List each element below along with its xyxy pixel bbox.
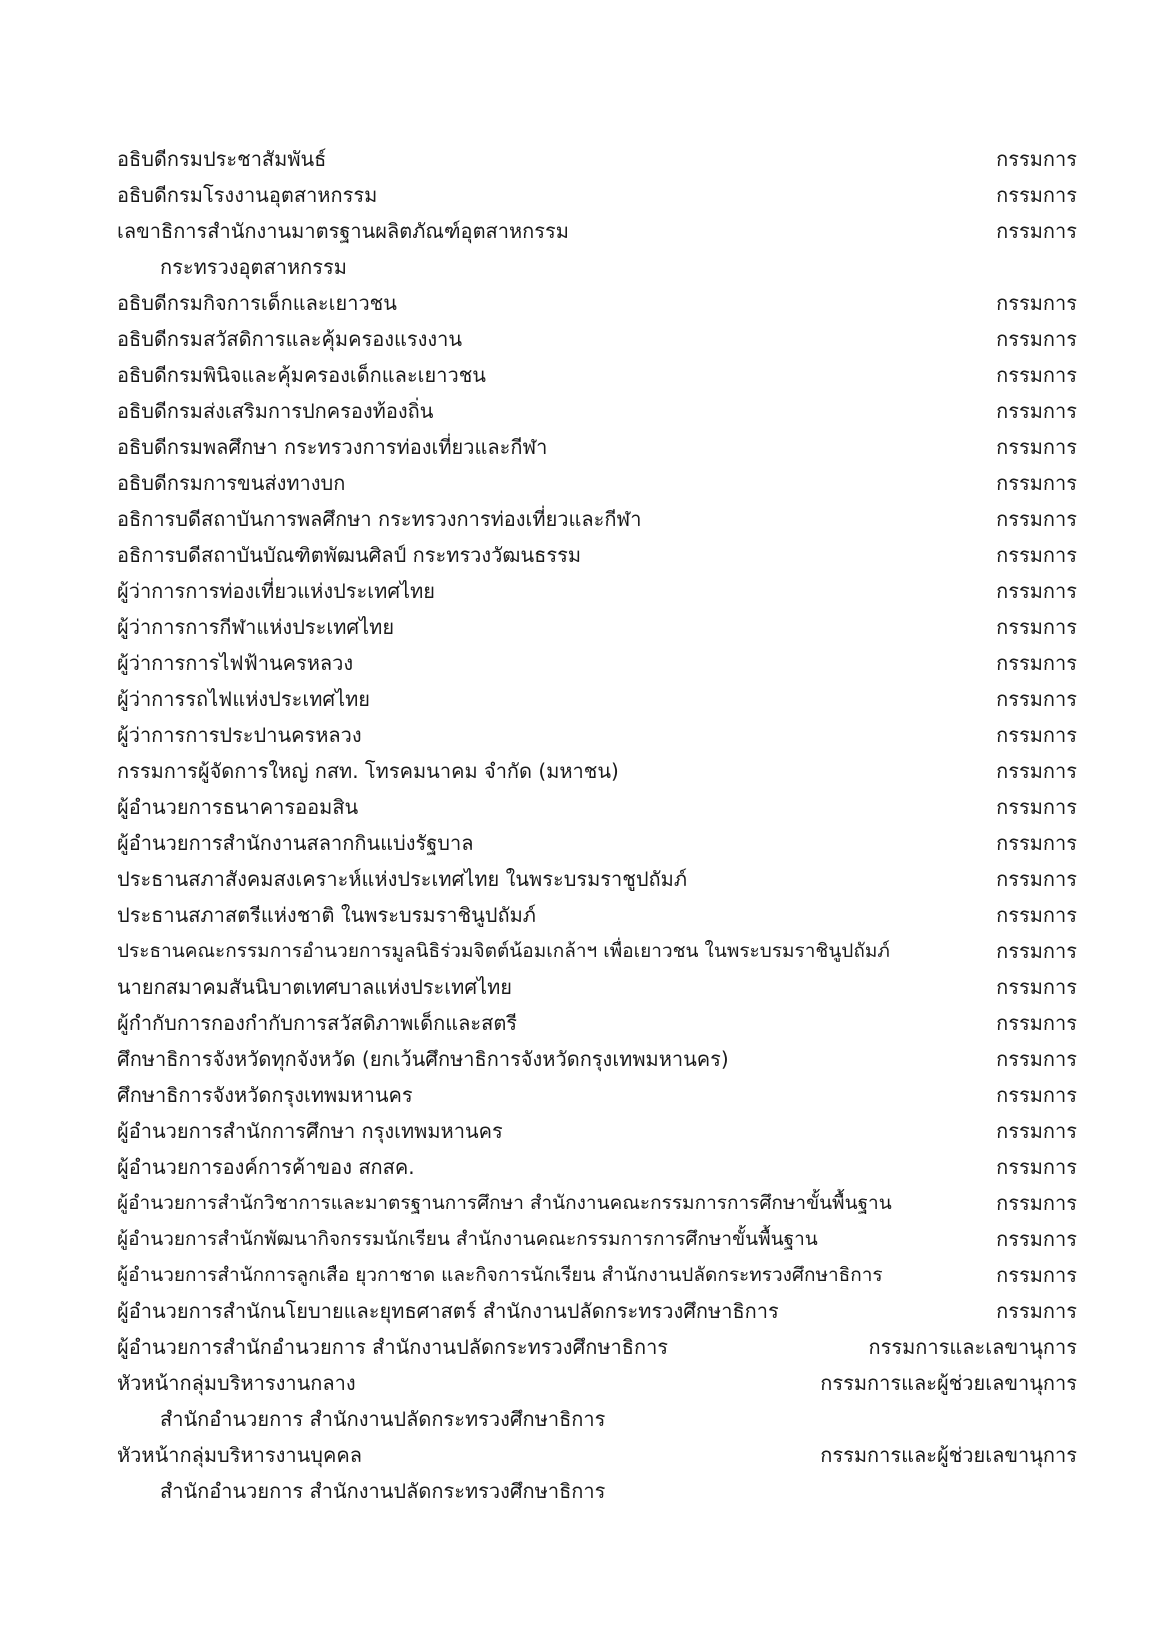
position-title: อธิการบดีสถาบันการพลศึกษา กระทรวงการท่องเที่ยวและกีฬา [117,507,642,531]
committee-role: กรรมการ [996,903,1077,927]
list-item [117,681,1077,717]
list-item [117,825,1077,861]
list-item [117,645,1077,681]
committee-role: กรรมการ [996,939,1077,963]
list-item [117,717,1077,753]
committee-role: กรรมการ [996,1011,1077,1035]
position-title: อธิบดีกรมประชาสัมพันธ์ [117,147,327,171]
committee-role: กรรมการ [996,651,1077,675]
position-title: ผู้กำกับการกองกำกับการสวัสดิภาพเด็กและสตรี [117,1011,518,1035]
position-title: นายกสมาคมสันนิบาตเทศบาลแห่งประเทศไทย [117,975,512,999]
list-item-continuation [117,1401,1077,1437]
committee-role: กรรมการ [996,1191,1077,1215]
committee-role: กรรมการ [996,1227,1077,1251]
position-title: ผู้อำนวยการองค์การค้าของ สกสค. [117,1155,415,1179]
position-title: ประธานสภาสตรีแห่งชาติ ในพระบรมราชินูปถัมภ์ [117,903,536,927]
position-title: ผู้อำนวยการสำนักการลูกเสือ ยุวกาชาด และกิจการนักเรียน สำนักงานปลัดกระทรวงศึกษาธิการ [117,1264,883,1286]
list-item [117,1149,1077,1185]
committee-role: กรรมการ [996,687,1077,711]
committee-role: กรรมการ [996,471,1077,495]
list-item [117,429,1077,465]
position-title: เลขาธิการสำนักงานมาตรฐานผลิตภัณฑ์อุตสาหกรรม [117,219,569,243]
committee-role: กรรมการ [996,399,1077,423]
position-title: ผู้อำนวยการสำนักวิชาการและมาตรฐานการศึกษา สำนักงานคณะกรรมการการศึกษาขั้นพื้นฐาน [117,1192,892,1214]
position-title: อธิบดีกรมส่งเสริมการปกครองท้องถิ่น [117,399,434,423]
list-item [117,393,1077,429]
list-item [117,1257,1077,1293]
position-title: กรรมการผู้จัดการใหญ่ กสท. โทรคมนาคม จำกัด (มหาชน) [117,759,619,783]
committee-role: กรรมการ [996,327,1077,351]
committee-role: กรรมการ [996,1047,1077,1071]
list-item [117,753,1077,789]
committee-role: กรรมการ [996,831,1077,855]
position-title: กระทรวงอุตสาหกรรม [160,255,347,279]
list-item [117,1005,1077,1041]
position-title: ผู้อำนวยการสำนักพัฒนากิจกรรมนักเรียน สำนักงานคณะกรรมการการศึกษาขั้นพื้นฐาน [117,1228,818,1250]
position-title: อธิบดีกรมพินิจและคุ้มครองเด็กและเยาวชน [117,363,486,387]
position-title: ประธานสภาสังคมสงเคราะห์แห่งประเทศไทย ในพระบรมราชูปถัมภ์ [117,867,688,891]
committee-role: กรรมการและผู้ช่วยเลขานุการ [820,1371,1077,1395]
committee-role: กรรมการและผู้ช่วยเลขานุการ [820,1443,1077,1467]
position-title: อธิบดีกรมกิจการเด็กและเยาวชน [117,291,397,315]
list-item [117,321,1077,357]
committee-role: กรรมการ [996,1155,1077,1179]
committee-role: กรรมการ [996,795,1077,819]
list-item [117,285,1077,321]
committee-role: กรรมการ [996,291,1077,315]
list-item [117,501,1077,537]
list-item [117,465,1077,501]
list-item [117,177,1077,213]
position-title: อธิบดีกรมพลศึกษา กระทรวงการท่องเที่ยวและกีฬา [117,435,548,459]
position-title: อธิบดีกรมการขนส่งทางบก [117,471,346,495]
position-title: ผู้อำนวยการสำนักนโยบายและยุทธศาสตร์ สำนักงานปลัดกระทรวงศึกษาธิการ [117,1299,779,1323]
committee-role: กรรมการ [996,147,1077,171]
position-title: สำนักอำนวยการ สำนักงานปลัดกระทรวงศึกษาธิการ [160,1407,606,1431]
position-title: อธิการบดีสถาบันบัณฑิตพัฒนศิลป์ กระทรวงวัฒนธรรม [117,543,582,567]
list-item [117,1293,1077,1329]
committee-role: กรรมการ [996,183,1077,207]
list-item [117,789,1077,825]
list-item [117,609,1077,645]
list-item [117,1077,1077,1113]
committee-member-list [117,141,1077,1509]
committee-role: กรรมการ [996,723,1077,747]
list-item [117,357,1077,393]
position-title: ผู้อำนวยการสำนักการศึกษา กรุงเทพมหานคร [117,1119,503,1143]
committee-role: กรรมการ [996,867,1077,891]
position-title: ผู้ว่าการการกีฬาแห่งประเทศไทย [117,615,395,639]
list-item [117,573,1077,609]
committee-role: กรรมการและเลขานุการ [868,1335,1077,1359]
list-item [117,1221,1077,1257]
position-title: ผู้ว่าการการไฟฟ้านครหลวง [117,651,354,675]
list-item [117,897,1077,933]
position-title: ประธานคณะกรรมการอำนวยการมูลนิธิร่วมจิตต์น้อมเกล้าฯ เพื่อเยาวชน ในพระบรมราชินูปถัมภ์ [117,940,890,962]
list-item [117,1437,1077,1473]
position-title: ผู้ว่าการรถไฟแห่งประเทศไทย [117,687,371,711]
list-item [117,1185,1077,1221]
committee-role: กรรมการ [996,1119,1077,1143]
position-title: ผู้ว่าการการประปานครหลวง [117,723,362,747]
position-title: ศึกษาธิการจังหวัดทุกจังหวัด (ยกเว้นศึกษาธิการจังหวัดกรุงเทพมหานคร) [117,1047,729,1071]
list-item [117,141,1077,177]
committee-role: กรรมการ [996,615,1077,639]
list-item [117,1041,1077,1077]
list-item [117,933,1077,969]
committee-role: กรรมการ [996,507,1077,531]
position-title: ผู้อำนวยการธนาคารออมสิน [117,795,359,819]
position-title: อธิบดีกรมโรงงานอุตสาหกรรม [117,183,378,207]
position-title: สำนักอำนวยการ สำนักงานปลัดกระทรวงศึกษาธิการ [160,1479,606,1503]
list-item-continuation [117,1473,1077,1509]
list-item [117,213,1077,249]
committee-role: กรรมการ [996,759,1077,783]
list-item [117,1329,1077,1365]
committee-role: กรรมการ [996,219,1077,243]
committee-role: กรรมการ [996,543,1077,567]
committee-role: กรรมการ [996,1263,1077,1287]
list-item [117,1113,1077,1149]
committee-role: กรรมการ [996,435,1077,459]
list-item-continuation [117,249,1077,285]
position-title: หัวหน้ากลุ่มบริหารงานกลาง [117,1371,356,1395]
committee-role: กรรมการ [996,363,1077,387]
position-title: ผู้ว่าการการท่องเที่ยวแห่งประเทศไทย [117,579,435,603]
position-title: ผู้อำนวยการสำนักงานสลากกินแบ่งรัฐบาล [117,831,474,855]
committee-role: กรรมการ [996,579,1077,603]
list-item [117,537,1077,573]
position-title: หัวหน้ากลุ่มบริหารงานบุคคล [117,1443,363,1467]
position-title: อธิบดีกรมสวัสดิการและคุ้มครองแรงงาน [117,327,463,351]
list-item [117,861,1077,897]
committee-role: กรรมการ [996,1299,1077,1323]
position-title: ผู้อำนวยการสำนักอำนวยการ สำนักงานปลัดกระทรวงศึกษาธิการ [117,1335,669,1359]
committee-role: กรรมการ [996,975,1077,999]
position-title: ศึกษาธิการจังหวัดกรุงเทพมหานคร [117,1083,413,1107]
list-item [117,1365,1077,1401]
list-item [117,969,1077,1005]
committee-role: กรรมการ [996,1083,1077,1107]
